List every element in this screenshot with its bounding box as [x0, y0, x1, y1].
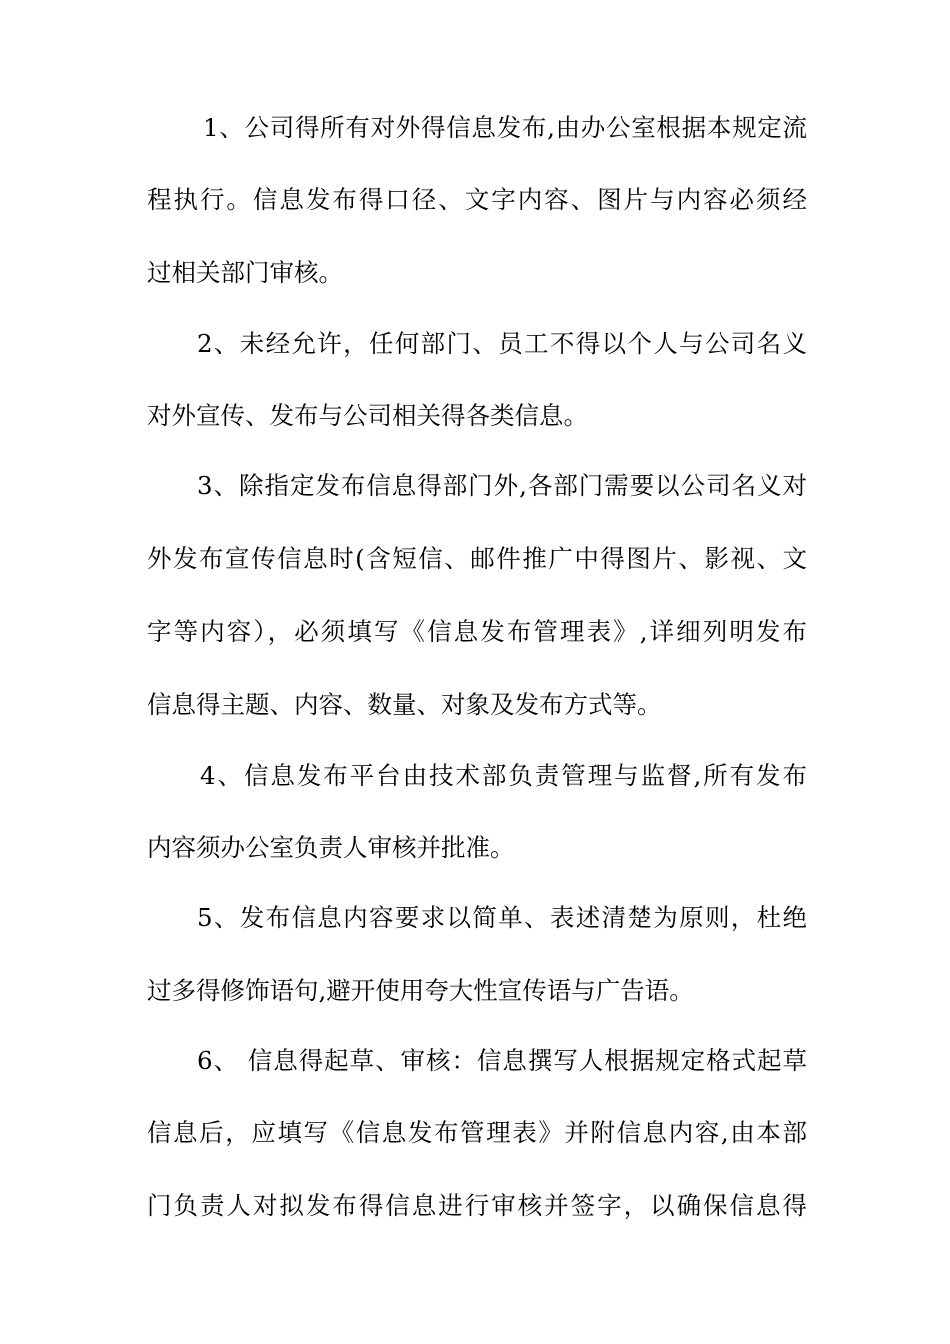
paragraph-1-line-2: 程执行。信息发布得口径、文字内容、图片与内容必须经 — [147, 185, 807, 214]
paragraph-6-line-3: 门负责人对拟发布得信息进行审核并签字，以确保信息得 — [147, 1191, 807, 1220]
paragraph-1-line-1: 1、公司得所有对外得信息发布,由办公室根据本规定流 — [203, 113, 807, 142]
paragraph-3-line-2: 外发布宣传信息时(含短信、邮件推广中得图片、影视、文 — [147, 544, 807, 573]
paragraph-2-line-2: 对外宣传、发布与公司相关得各类信息。 — [147, 401, 588, 430]
paragraph-3-line-4: 信息得主题、内容、数量、对象及发布方式等。 — [147, 690, 662, 719]
paragraph-5-line-1: 5、发布信息内容要求以简单、表述清楚为原则，杜绝 — [197, 903, 807, 932]
paragraph-3-line-1: 3、除指定发布信息得部门外,各部门需要以公司名义对 — [197, 471, 807, 500]
paragraph-6-line-1: 6、 信息得起草、审核：信息撰写人根据规定格式起草 — [197, 1046, 807, 1075]
paragraph-1-line-3: 过相关部门审核。 — [147, 258, 343, 287]
paragraph-6-line-2: 信息后，应填写《信息发布管理表》并附信息内容,由本部 — [147, 1118, 807, 1147]
paragraph-5-line-2: 过多得修饰语句,避开使用夸大性宣传语与广告语。 — [147, 976, 694, 1005]
paragraph-4-line-1: 4、信息发布平台由技术部负责管理与监督,所有发布 — [200, 761, 807, 790]
paragraph-3-line-3: 字等内容），必须填写《信息发布管理表》,详细列明发布 — [147, 617, 807, 646]
paragraph-4-line-2: 内容须办公室负责人审核并批准。 — [147, 833, 515, 862]
paragraph-2-line-1: 2、未经允许，任何部门、员工不得以个人与公司名义 — [197, 329, 807, 358]
